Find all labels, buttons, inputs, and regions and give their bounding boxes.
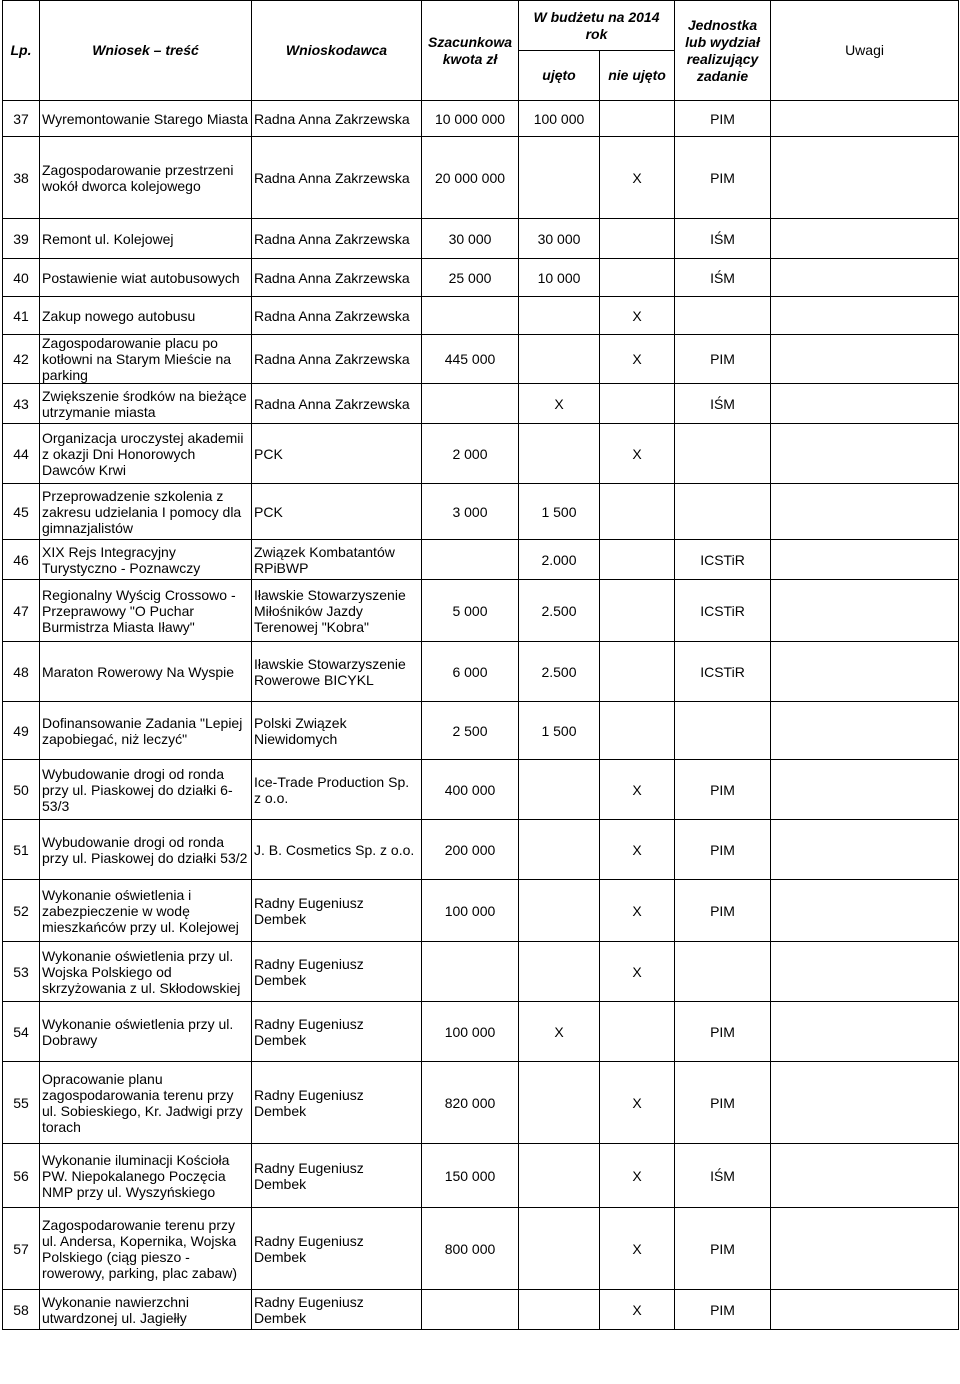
row-uwagi [771, 580, 959, 642]
row-nie-ujeto [600, 259, 675, 297]
row-jednostka: PIM [675, 335, 771, 384]
row-tresc: Zagospodarowanie terenu przy ul. Andersa, Kopernika, Wojska Polskiego (ciąg pieszo - rowerowy, parking, plac zabaw) [40, 1208, 252, 1290]
row-uwagi [771, 540, 959, 580]
table-row [3, 219, 959, 259]
row-lp: 44 [3, 424, 40, 484]
row-jednostka [675, 702, 771, 760]
row-wnioskodawca: Radna Anna Zakrzewska [252, 101, 422, 137]
row-wnioskodawca: Ice-Trade Production Sp. z o.o. [252, 760, 422, 820]
row-tresc: Zagospodarowanie przestrzeni wokół dworca kolejowego [40, 137, 252, 219]
row-nie-ujeto: X [600, 1208, 675, 1290]
row-kwota: 800 000 [422, 1208, 519, 1290]
header-lp: Lp. [3, 1, 40, 101]
row-kwota [422, 1290, 519, 1330]
header-kwota: Szacunkowa kwota zł [422, 1, 519, 101]
row-kwota: 20 000 000 [422, 137, 519, 219]
row-nie-ujeto [600, 219, 675, 259]
table-row [3, 1208, 959, 1290]
row-wnioskodawca: PCK [252, 424, 422, 484]
row-wnioskodawca: PCK [252, 484, 422, 540]
header-wnioskodawca: Wnioskodawca [252, 1, 422, 101]
row-ujeto [519, 820, 600, 880]
row-lp: 58 [3, 1290, 40, 1330]
row-lp: 55 [3, 1062, 40, 1144]
row-nie-ujeto: X [600, 880, 675, 942]
row-ujeto: 1 500 [519, 702, 600, 760]
row-tresc: Dofinansowanie Zadania "Lepiej zapobiegać, niż leczyć" [40, 702, 252, 760]
table-row [3, 259, 959, 297]
row-nie-ujeto: X [600, 1144, 675, 1208]
row-ujeto [519, 424, 600, 484]
row-nie-ujeto [600, 580, 675, 642]
row-uwagi [771, 942, 959, 1002]
table-row [3, 702, 959, 760]
row-kwota: 30 000 [422, 219, 519, 259]
row-uwagi [771, 760, 959, 820]
row-lp: 54 [3, 1002, 40, 1062]
row-wnioskodawca: Radna Anna Zakrzewska [252, 219, 422, 259]
row-wnioskodawca: Radny Eugeniusz Dembek [252, 880, 422, 942]
row-nie-ujeto [600, 484, 675, 540]
row-nie-ujeto: X [600, 137, 675, 219]
row-jednostka: IŚM [675, 219, 771, 259]
table-row [3, 297, 959, 335]
row-lp: 50 [3, 760, 40, 820]
row-lp: 42 [3, 335, 40, 384]
row-nie-ujeto: X [600, 1062, 675, 1144]
row-tresc: Wyremontowanie Starego Miasta [40, 101, 252, 137]
row-jednostka: PIM [675, 137, 771, 219]
row-wnioskodawca: Radna Anna Zakrzewska [252, 259, 422, 297]
row-jednostka: PIM [675, 1208, 771, 1290]
table-row [3, 484, 959, 540]
row-tresc: Organizacja uroczystej akademii z okazji Dni Honorowych Dawców Krwi [40, 424, 252, 484]
row-uwagi [771, 880, 959, 942]
row-uwagi [771, 642, 959, 702]
row-uwagi [771, 101, 959, 137]
row-jednostka: PIM [675, 880, 771, 942]
row-lp: 57 [3, 1208, 40, 1290]
row-nie-ujeto [600, 1002, 675, 1062]
row-wnioskodawca: Radna Anna Zakrzewska [252, 137, 422, 219]
row-ujeto: 30 000 [519, 219, 600, 259]
row-lp: 49 [3, 702, 40, 760]
row-nie-ujeto [600, 702, 675, 760]
row-lp: 43 [3, 384, 40, 424]
row-jednostka [675, 424, 771, 484]
row-jednostka: IŚM [675, 259, 771, 297]
row-wnioskodawca: Radny Eugeniusz Dembek [252, 1002, 422, 1062]
row-uwagi [771, 1144, 959, 1208]
row-lp: 41 [3, 297, 40, 335]
row-ujeto [519, 1062, 600, 1144]
row-jednostka: PIM [675, 1290, 771, 1330]
table-row [3, 1062, 959, 1144]
row-lp: 47 [3, 580, 40, 642]
row-kwota: 100 000 [422, 1002, 519, 1062]
row-kwota: 445 000 [422, 335, 519, 384]
row-ujeto: 1 500 [519, 484, 600, 540]
row-nie-ujeto: X [600, 297, 675, 335]
row-jednostka: ICSTiR [675, 580, 771, 642]
table-row [3, 760, 959, 820]
row-nie-ujeto: X [600, 760, 675, 820]
table-row [3, 1144, 959, 1208]
row-uwagi [771, 1208, 959, 1290]
row-kwota [422, 384, 519, 424]
row-ujeto: X [519, 1002, 600, 1062]
row-nie-ujeto: X [600, 942, 675, 1002]
row-wnioskodawca: Radny Eugeniusz Dembek [252, 1290, 422, 1330]
row-tresc: Zakup nowego autobusu [40, 297, 252, 335]
table-row [3, 942, 959, 1002]
row-lp: 53 [3, 942, 40, 1002]
row-lp: 38 [3, 137, 40, 219]
row-lp: 56 [3, 1144, 40, 1208]
row-jednostka: PIM [675, 1002, 771, 1062]
row-jednostka: IŚM [675, 1144, 771, 1208]
header-ujeto: ujęto [519, 51, 600, 101]
row-lp: 46 [3, 540, 40, 580]
row-wnioskodawca: Radny Eugeniusz Dembek [252, 942, 422, 1002]
row-ujeto: 2.500 [519, 580, 600, 642]
row-jednostka: PIM [675, 820, 771, 880]
row-kwota: 10 000 000 [422, 101, 519, 137]
row-wnioskodawca: Związek Kombatantów RPiBWP [252, 540, 422, 580]
row-jednostka [675, 297, 771, 335]
row-tresc: Remont ul. Kolejowej [40, 219, 252, 259]
row-uwagi [771, 384, 959, 424]
row-tresc: Maraton Rowerowy Na Wyspie [40, 642, 252, 702]
table-row [3, 642, 959, 702]
table-row [3, 137, 959, 219]
row-tresc: Wybudowanie drogi od ronda przy ul. Piaskowej do działki 6-53/3 [40, 760, 252, 820]
row-tresc: Postawienie wiat autobusowych [40, 259, 252, 297]
row-jednostka: IŚM [675, 384, 771, 424]
row-tresc: Wykonanie nawierzchni utwardzonej ul. Jagiełły [40, 1290, 252, 1330]
row-wnioskodawca: Radny Eugeniusz Dembek [252, 1144, 422, 1208]
row-tresc: Przeprowadzenie szkolenia z zakresu udzielania I pomocy dla gimnazjalistów [40, 484, 252, 540]
row-tresc: Opracowanie planu zagospodarowania terenu przy ul. Sobieskiego, Kr. Jadwigi przy torach [40, 1062, 252, 1144]
row-ujeto: 100 000 [519, 101, 600, 137]
row-ujeto: 10 000 [519, 259, 600, 297]
row-lp: 40 [3, 259, 40, 297]
row-nie-ujeto: X [600, 335, 675, 384]
header-jednostka: Jednostka lub wydział realizujący zadanie [675, 1, 771, 101]
row-kwota: 3 000 [422, 484, 519, 540]
row-tresc: XIX Rejs Integracyjny Turystyczno - Poznawczy [40, 540, 252, 580]
row-uwagi [771, 702, 959, 760]
row-tresc: Zwiększenie środków na bieżące utrzymanie miasta [40, 384, 252, 424]
row-kwota [422, 297, 519, 335]
row-ujeto [519, 1290, 600, 1330]
header-budzet: W budżetu na 2014 rok [519, 1, 675, 51]
row-jednostka: PIM [675, 1062, 771, 1144]
row-tresc: Wykonanie oświetlenia przy ul. Dobrawy [40, 1002, 252, 1062]
row-jednostka: PIM [675, 760, 771, 820]
row-tresc: Regionalny Wyścig Crossowo - Przeprawowy "O Puchar Burmistrza Miasta Iławy" [40, 580, 252, 642]
row-ujeto: 2.000 [519, 540, 600, 580]
row-nie-ujeto [600, 384, 675, 424]
row-nie-ujeto [600, 101, 675, 137]
table-row [3, 580, 959, 642]
row-wnioskodawca: Polski Związek Niewidomych [252, 702, 422, 760]
row-ujeto [519, 1144, 600, 1208]
row-uwagi [771, 484, 959, 540]
row-uwagi [771, 137, 959, 219]
table-row [3, 424, 959, 484]
row-ujeto [519, 335, 600, 384]
row-kwota: 200 000 [422, 820, 519, 880]
row-kwota: 820 000 [422, 1062, 519, 1144]
row-ujeto [519, 942, 600, 1002]
row-uwagi [771, 1002, 959, 1062]
row-nie-ujeto: X [600, 1290, 675, 1330]
row-kwota: 100 000 [422, 880, 519, 942]
row-lp: 45 [3, 484, 40, 540]
row-kwota: 150 000 [422, 1144, 519, 1208]
row-wnioskodawca: Radna Anna Zakrzewska [252, 297, 422, 335]
row-lp: 51 [3, 820, 40, 880]
row-lp: 52 [3, 880, 40, 942]
row-tresc: Wykonanie iluminacji Kościoła PW. Niepokalanego Poczęcia NMP przy ul. Wyszyńskiego [40, 1144, 252, 1208]
row-uwagi [771, 1290, 959, 1330]
row-kwota [422, 540, 519, 580]
row-wnioskodawca: Iławskie Stowarzyszenie Rowerowe BICYKL [252, 642, 422, 702]
row-kwota: 400 000 [422, 760, 519, 820]
row-ujeto [519, 137, 600, 219]
row-lp: 39 [3, 219, 40, 259]
row-tresc: Wykonanie oświetlenia i zabezpieczenie w wodę mieszkańców przy ul. Kolejowej [40, 880, 252, 942]
row-wnioskodawca: Radny Eugeniusz Dembek [252, 1062, 422, 1144]
header-nie-ujeto: nie ujęto [600, 51, 675, 101]
row-uwagi [771, 1062, 959, 1144]
header-tresc: Wniosek – treść [40, 1, 252, 101]
row-jednostka: ICSTiR [675, 642, 771, 702]
table-row [3, 820, 959, 880]
row-ujeto [519, 1208, 600, 1290]
row-jednostka [675, 942, 771, 1002]
row-wnioskodawca: Radny Eugeniusz Dembek [252, 1208, 422, 1290]
row-jednostka: PIM [675, 101, 771, 137]
row-tresc: Wybudowanie drogi od ronda przy ul. Piaskowej do działki 53/2 [40, 820, 252, 880]
row-uwagi [771, 219, 959, 259]
row-uwagi [771, 335, 959, 384]
row-nie-ujeto [600, 642, 675, 702]
table-row [3, 1002, 959, 1062]
table-row [3, 540, 959, 580]
header-uwagi: Uwagi [771, 1, 959, 101]
row-nie-ujeto [600, 540, 675, 580]
table-row [3, 335, 959, 384]
table-row [3, 384, 959, 424]
row-wnioskodawca: Radna Anna Zakrzewska [252, 384, 422, 424]
row-ujeto [519, 880, 600, 942]
row-tresc: Zagospodarowanie placu po kotłowni na Starym Mieście na parking [40, 335, 252, 384]
row-kwota: 2 000 [422, 424, 519, 484]
row-kwota: 5 000 [422, 580, 519, 642]
row-nie-ujeto: X [600, 424, 675, 484]
row-kwota: 2 500 [422, 702, 519, 760]
table-row [3, 101, 959, 137]
row-ujeto: X [519, 384, 600, 424]
row-lp: 37 [3, 101, 40, 137]
row-jednostka [675, 484, 771, 540]
row-jednostka: ICSTiR [675, 540, 771, 580]
row-wnioskodawca: J. B. Cosmetics Sp. z o.o. [252, 820, 422, 880]
budget-table [2, 0, 959, 1330]
row-tresc: Wykonanie oświetlenia przy ul. Wojska Polskiego od skrzyżowania z ul. Skłodowskiej [40, 942, 252, 1002]
table-body [3, 101, 959, 1330]
row-wnioskodawca: Radna Anna Zakrzewska [252, 335, 422, 384]
row-lp: 48 [3, 642, 40, 702]
row-wnioskodawca: Iławskie Stowarzyszenie Miłośników Jazdy Terenowej "Kobra" [252, 580, 422, 642]
table-row [3, 1290, 959, 1330]
row-ujeto [519, 297, 600, 335]
row-ujeto: 2.500 [519, 642, 600, 702]
table-row [3, 880, 959, 942]
row-kwota: 25 000 [422, 259, 519, 297]
row-uwagi [771, 820, 959, 880]
row-nie-ujeto: X [600, 820, 675, 880]
row-ujeto [519, 760, 600, 820]
row-uwagi [771, 424, 959, 484]
row-kwota [422, 942, 519, 1002]
row-kwota: 6 000 [422, 642, 519, 702]
row-uwagi [771, 297, 959, 335]
row-uwagi [771, 259, 959, 297]
